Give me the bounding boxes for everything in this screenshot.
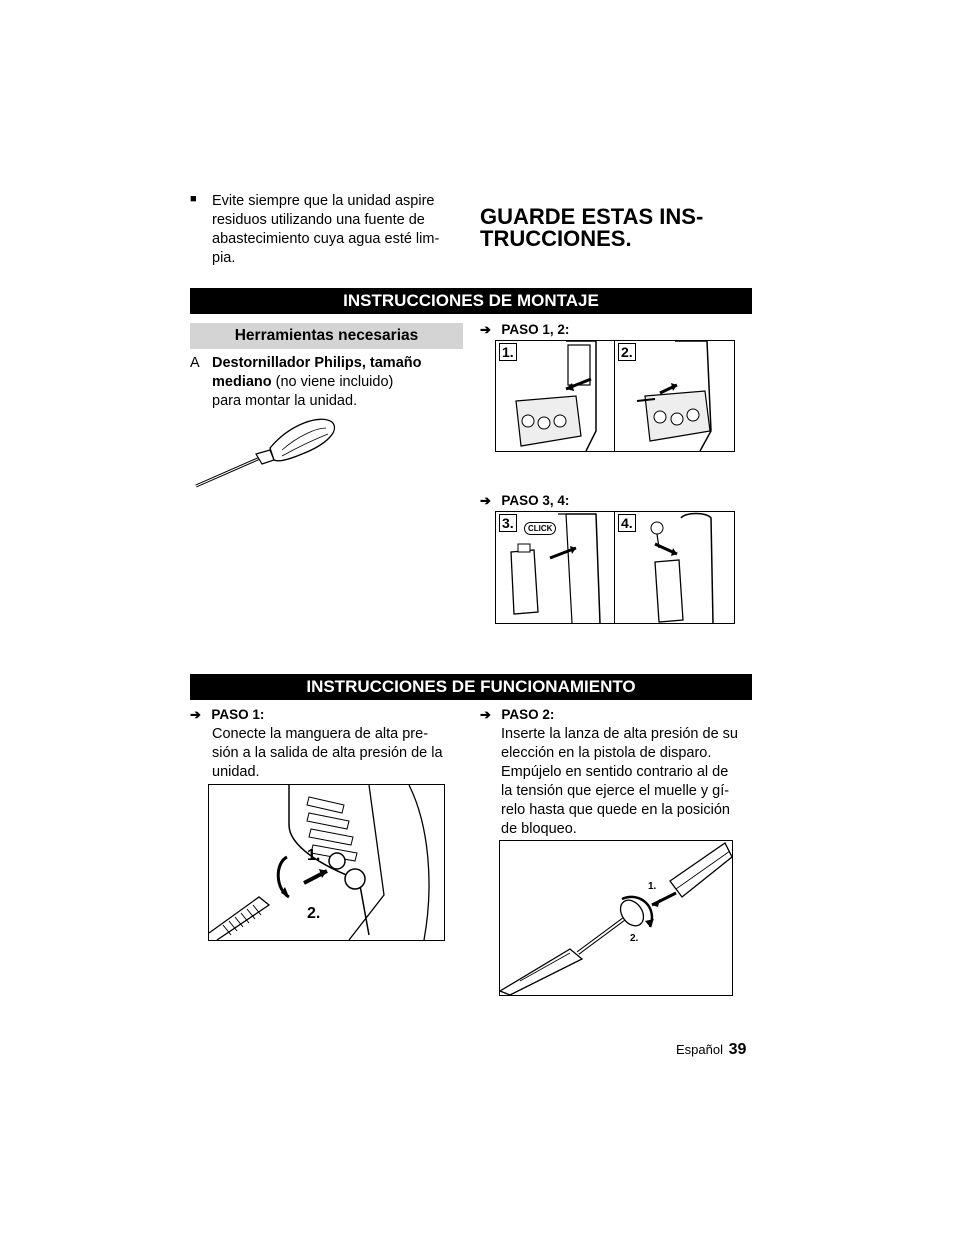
assembly-figure-2 — [614, 340, 735, 452]
warning-line: residuos utilizando una fuente de — [212, 212, 425, 228]
panel-label: 4. — [618, 514, 636, 532]
op-step1-line: sión a la salida de alta presión de la — [212, 745, 443, 761]
op-step2-label: PASO 2: — [501, 707, 555, 722]
montaje-section-header: INSTRUCCIONES DE MONTAJE — [190, 288, 752, 314]
panel-label: 2. — [618, 343, 636, 361]
page-number: 39 — [728, 1041, 747, 1058]
op-step2-line: elección en la pistola de disparo. — [501, 745, 712, 761]
screwdriver-illustration — [190, 414, 340, 494]
op-step2-line: Inserte la lanza de alta presión de su — [501, 726, 738, 742]
arrow-icon: ➔ — [190, 707, 201, 722]
op-step1-label: PASO 1: — [211, 707, 265, 722]
warning-line: abastecimiento cuya agua esté lim- — [212, 231, 440, 247]
funcionamiento-section-header: INSTRUCCIONES DE FUNCIONAMIENTO — [190, 674, 752, 700]
assembly-figure-1 — [495, 340, 615, 452]
warning-text — [212, 192, 439, 268]
guard-heading — [480, 206, 703, 250]
op-step1-line: unidad. — [212, 764, 260, 780]
warning-line: Evite siempre que la unidad aspire — [212, 193, 435, 209]
tool-bold: mediano — [212, 374, 272, 390]
tool-line — [212, 373, 421, 392]
op-step2-line: la tensión que ejerce el muelle y gí- — [501, 783, 730, 799]
step12-heading — [480, 321, 569, 339]
guard-line: TRUCCIONES. — [480, 226, 632, 251]
footer — [676, 1041, 746, 1059]
step34-label: PASO 3, 4: — [501, 493, 570, 508]
step12-label: PASO 1, 2: — [501, 322, 570, 337]
tool-marker: A — [190, 355, 200, 371]
fig-label: 2. — [630, 933, 639, 944]
fig-label: 2. — [307, 905, 321, 922]
guard-line: GUARDE ESTAS INS- — [480, 204, 704, 229]
lance-insertion-figure — [499, 840, 733, 996]
tool-line: para montar la unidad. — [212, 393, 358, 409]
panel-label: 1. — [499, 343, 517, 361]
op-step1-heading — [190, 706, 264, 724]
bullet-icon: ■ — [190, 193, 197, 205]
tool-description — [212, 354, 421, 411]
footer-language: Español — [676, 1042, 723, 1057]
op-step2-line: Empújelo en sentido contrario al de — [501, 764, 729, 780]
arrow-icon: ➔ — [480, 707, 491, 722]
op-step1-text — [212, 725, 443, 782]
op-step1-line: Conecte la manguera de alta pre- — [212, 726, 429, 742]
assembly-figure-4 — [614, 511, 735, 624]
fig-label: 1. — [648, 881, 657, 892]
warning-line: pia. — [212, 250, 236, 266]
op-step2-line: relo hasta que quede en la posición — [501, 802, 730, 818]
hose-connection-figure — [208, 784, 445, 941]
assembly-figure-3 — [495, 511, 615, 624]
tool-line: Destornillador Philips, tamaño — [212, 355, 422, 371]
op-step2-line: de bloqueo. — [501, 821, 577, 837]
arrow-icon: ➔ — [480, 493, 491, 508]
tools-header: Herramientas necesarias — [190, 323, 463, 349]
tool-note: (no viene incluido) — [271, 374, 394, 390]
op-step2-heading — [480, 706, 554, 724]
fig-label: 1. — [307, 847, 321, 864]
arrow-icon: ➔ — [480, 322, 491, 337]
op-step2-text — [501, 725, 738, 839]
step34-heading — [480, 492, 569, 510]
panel-label: 3. — [499, 514, 517, 532]
click-label: CLICK — [524, 522, 556, 535]
